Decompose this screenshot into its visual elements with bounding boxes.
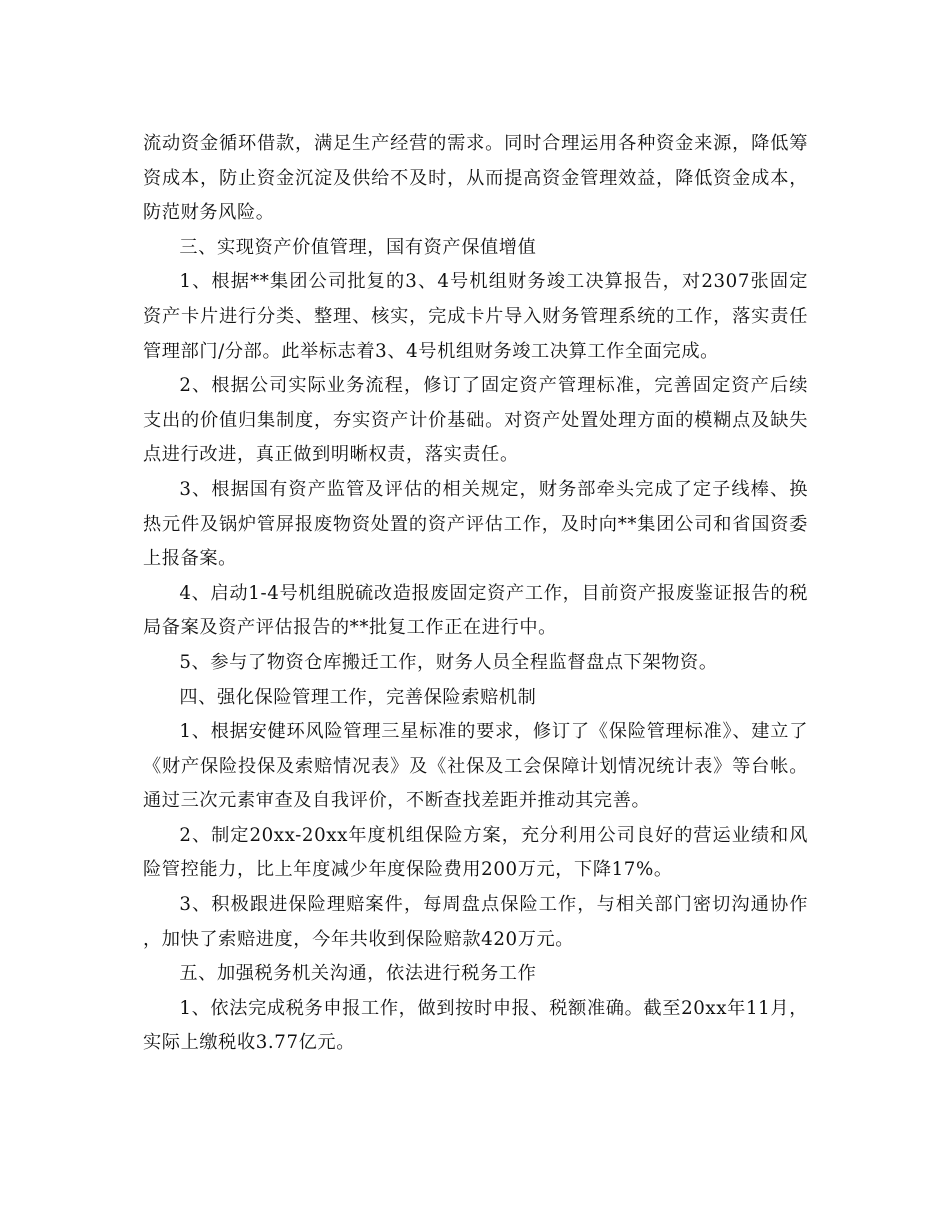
paragraph: 3、根据国有资产监管及评估的相关规定，财务部牵头完成了定子线棒、换热元件及锅炉管屏报废物资处置的资产评估工作，及时向**集团公司和省国资委上报备案。 — [143, 478, 808, 570]
paragraph: 5、参与了物资仓库搬迁工作，财务人员全程监督盘点下架物资。 — [179, 651, 718, 673]
paragraph: 4、启动1-4号机组脱硫改造报废固定资产工作，目前资产报废鉴证报告的税局备案及资产评估报告的**批复工作正在进行中。 — [143, 582, 808, 639]
paragraph: 1、依法完成税务申报工作，做到按时申报、税额准确。截至20xx年11月，实际上缴税收3.77亿元。 — [143, 997, 808, 1054]
paragraph: 2、根据公司实际业务流程，修订了固定资产管理标准，完善固定资产后续支出的价值归集制度，夯实资产计价基础。对资产处置处理方面的模糊点及缺失点进行改进，真正做到明晰权责，落实责任。 — [143, 375, 808, 466]
section-heading: 四、强化保险管理工作，完善保险索赔机制 — [179, 686, 537, 708]
section-heading: 三、实现资产价值管理，国有资产保值增值 — [179, 236, 537, 258]
paragraph: 流动资金循环借款，满足生产经营的需求。同时合理运用各种资金来源，降低筹资成本，防止资金沉淀及供给不及时，从而提高资金管理效益，降低资金成本，防范财务风险。 — [143, 133, 808, 224]
paragraph: 3、积极跟进保险理赔案件，每周盘点保险工作，与相关部门密切沟通协作，加快了索赔进度，今年共收到保险赔款420万元。 — [143, 894, 808, 950]
paragraph: 1、根据安健环风险管理三星标准的要求，修订了《保险管理标准》、建立了《财产保险投保及索赔情况表》及《社保及工会保障计划情况统计表》等台帐。通过三次元素审查及自我评价，不断查找差距并推动其完善。 — [143, 721, 808, 812]
section-heading: 五、加强税务机关沟通，依法进行税务工作 — [179, 963, 537, 985]
paragraph: 2、制定20xx-20xx年度机组保险方案，充分利用公司良好的营运业绩和风险管控能力，比上年度减少年度保险费用200万元，下降17%。 — [143, 824, 808, 881]
paragraph: 1、根据**集团公司批复的3、4号机组财务竣工决算报告，对2307张固定资产卡片进行分类、整理、核实，完成卡片导入财务管理系统的工作，落实责任管理部门/分部。此举标志着3、4号机组财务竣工决算工作全面完成。 — [143, 271, 808, 362]
document-body — [143, 127, 808, 1061]
